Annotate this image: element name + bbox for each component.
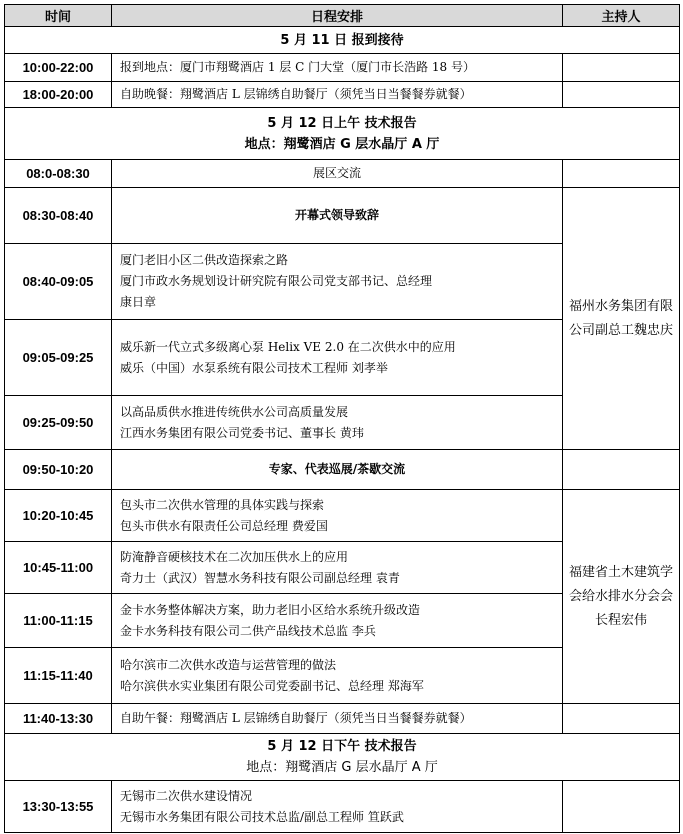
- day1-title: 5 月 11 日 报到接待: [5, 27, 680, 54]
- table-row: [5, 450, 680, 490]
- talk-speaker: 奇力士（武汉）智慧水务科技有限公司副总经理 袁青: [120, 570, 400, 585]
- morning-venue: 地点：翔鹭酒店 G 层水晶厅 A 厅: [244, 136, 440, 152]
- talk-speaker: 哈尔滨供水实业集团有限公司党委副书记、总经理 郑海军: [120, 678, 424, 693]
- talk-title: 无锡市二次供水建设情况: [120, 788, 253, 803]
- afternoon-section-row: [5, 734, 680, 781]
- host-cell: [563, 781, 680, 833]
- talk-title: 包头市二次供水管理的具体实践与探索: [120, 497, 325, 512]
- time-cell: 10:45-11:00: [5, 542, 112, 594]
- host-cell: [563, 82, 680, 108]
- host-cell: [563, 450, 680, 490]
- morning-section: [5, 108, 680, 160]
- schedule-cell: 自助晚餐：翔鹭酒店 L 层锦绣自助餐厅（须凭当日当餐餐券就餐）: [112, 82, 563, 108]
- talk-speaker: 包头市供水有限责任公司总经理 费爱国: [120, 518, 328, 533]
- time-cell: 08:0-08:30: [5, 160, 112, 188]
- time-cell: 08:40-09:05: [5, 244, 112, 320]
- host-cell-1: 福州水务集团有限公司副总工魏忠庆: [563, 188, 680, 450]
- schedule-cell: 展区交流: [112, 160, 563, 188]
- table-row: [5, 490, 680, 542]
- time-cell: 08:30-08:40: [5, 188, 112, 244]
- schedule-cell: [112, 594, 563, 648]
- schedule-cell: [112, 244, 563, 320]
- table-row: [5, 54, 680, 82]
- time-cell: 09:25-09:50: [5, 396, 112, 450]
- talk-title: 防淹静音硬核技术在二次加压供水上的应用: [120, 549, 349, 564]
- talk-speaker: 金卡水务科技有限公司二供产品线技术总监 李兵: [120, 623, 376, 638]
- time-cell: 11:40-13:30: [5, 704, 112, 734]
- schedule-cell: 报到地点：厦门市翔鹭酒店 1 层 C 门大堂（厦门市长浩路 18 号）: [112, 54, 563, 82]
- talk-speaker-name: 康日章: [120, 295, 157, 309]
- morning-section-row: [5, 108, 680, 160]
- header-row: [5, 5, 680, 27]
- time-cell: 18:00-20:00: [5, 82, 112, 108]
- talk-title: 厦门老旧小区二供改造探索之路: [120, 253, 289, 267]
- talk-title: 哈尔滨市二次供水改造与运营管理的做法: [120, 657, 337, 672]
- schedule-cell: 专家、代表巡展/茶歇交流: [112, 450, 563, 490]
- host-cell-2: 福建省土木建筑学会给水排水分会会长程宏伟: [563, 490, 680, 704]
- talk-title: 威乐新一代立式多级离心泵 Helix VE 2.0 在二次供水中的应用: [120, 339, 456, 354]
- time-cell: 11:00-11:15: [5, 594, 112, 648]
- morning-title: 5 月 12 日上午 技术报告: [267, 115, 417, 131]
- table-row: [5, 781, 680, 833]
- schedule-cell: [112, 648, 563, 704]
- host-cell: [563, 54, 680, 82]
- header-time: 时间: [5, 5, 112, 27]
- time-cell: 10:20-10:45: [5, 490, 112, 542]
- schedule-cell: [112, 490, 563, 542]
- table-row: [5, 82, 680, 108]
- afternoon-venue-text: 地点：翔鹭酒店 G 层水晶厅 A 厅: [246, 760, 438, 775]
- schedule-cell: 开幕式领导致辞: [112, 188, 563, 244]
- header-schedule: 日程安排: [112, 5, 563, 27]
- schedule-cell: 自助午餐：翔鹭酒店 L 层锦绣自助餐厅（须凭当日当餐餐券就餐）: [112, 704, 563, 734]
- talk-title: 金卡水务整体解决方案，助力老旧小区给水系统升级改造: [120, 602, 421, 617]
- talk-speaker: 厦门市政水务规划设计研究院有限公司党支部书记、总经理: [120, 274, 433, 288]
- schedule-cell: [112, 542, 563, 594]
- time-cell: 10:00-22:00: [5, 54, 112, 82]
- afternoon-venue: [5, 757, 679, 778]
- schedule-cell: [112, 781, 563, 833]
- talk-title: 以高品质供水推进传统供水公司高质量发展: [120, 404, 349, 419]
- header-host: 主持人: [563, 5, 680, 27]
- table-row: [5, 704, 680, 734]
- day1-section-row: [5, 27, 680, 54]
- talk-speaker: 无锡市水务集团有限公司技术总监/副总工程师 笪跃武: [120, 809, 404, 824]
- host-cell: [563, 704, 680, 734]
- time-cell: 11:15-11:40: [5, 648, 112, 704]
- host-cell: [563, 160, 680, 188]
- time-cell: 13:30-13:55: [5, 781, 112, 833]
- time-cell: 09:05-09:25: [5, 320, 112, 396]
- schedule-table: [4, 4, 680, 833]
- table-row: [5, 188, 680, 244]
- table-row: [5, 160, 680, 188]
- talk-speaker: 江西水务集团有限公司党委书记、董事长 黄玮: [120, 425, 364, 440]
- schedule-cell: [112, 396, 563, 450]
- afternoon-section: [5, 734, 680, 781]
- afternoon-title: 5 月 12 日下午 技术报告: [267, 739, 417, 754]
- talk-speaker: 威乐（中国）水泵系统有限公司技术工程师 刘孝举: [120, 360, 388, 375]
- schedule-cell: [112, 320, 563, 396]
- time-cell: 09:50-10:20: [5, 450, 112, 490]
